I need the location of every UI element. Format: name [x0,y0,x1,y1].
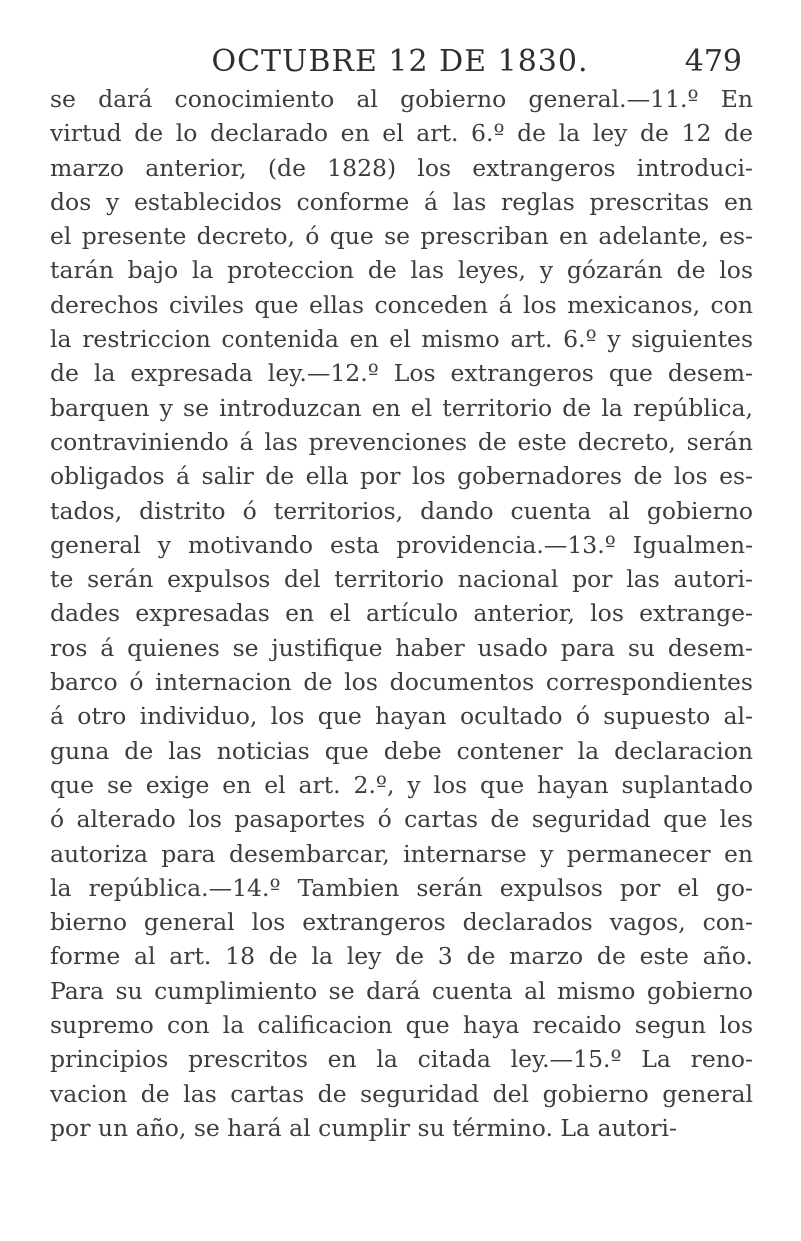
text-line: por un año, se hará al cumplir su término. La autori- [50,1113,677,1142]
page-number: 479 [684,44,742,79]
text-line: autoriza para desembarcar, internarse y permanecer en [50,839,753,868]
text-line: la restriccion contenida en el mismo art. 6.º y siguientes [50,325,753,354]
text-line: que se exige en el art. 2.º, y los que hayan suplantado [50,770,753,799]
text-line: tarán bajo la proteccion de las leyes, y gózarán de los [50,256,753,285]
text-line: de la expresada ley.—12.º Los extrangeros que desem- [50,359,753,388]
text-line: barco ó internacion de los documentos correspondientes [50,668,753,697]
text-line: virtud de lo declarado en el art. 6.º de la ley de 12 de [50,119,753,148]
text-line: forme al art. 18 de la ley de 3 de marzo de este año. [50,942,753,971]
text-line: general y motivando esta providencia.—13.º Igualmen- [50,530,753,559]
text-line: tados, distrito ó territorios, dando cuenta al gobierno [50,496,753,525]
text-line: derechos civiles que ellas conceden á los mexicanos, con [50,290,753,319]
text-line: bierno general los extrangeros declarados vagos, con- [50,908,753,937]
body-text [50,82,753,1145]
text-line: marzo anterior, (de 1828) los extrangeros introduci- [50,153,753,182]
header-title: OCTUBRE 12 DE 1830. [211,44,589,79]
text-line: Para su cumplimiento se dará cuenta al mismo gobierno [50,976,753,1005]
text-line: obligados á salir de ella por los gobernadores de los es- [50,462,753,491]
text-line: contraviniendo á las prevenciones de este decreto, serán [50,427,753,456]
text-line: dades expresadas en el artículo anterior, los extrange- [50,599,753,628]
text-line: el presente decreto, ó que se prescriban en adelante, es- [50,222,753,251]
text-line: barquen y se introduzcan en el territorio de la república, [50,393,753,422]
text-line: dos y establecidos conforme á las reglas prescritas en [50,187,753,216]
text-line: guna de las noticias que debe contener la declaracion [50,736,753,765]
text-line: vacion de las cartas de seguridad del gobierno general [50,1079,753,1108]
text-line: ó alterado los pasaportes ó cartas de seguridad que les [50,805,753,834]
text-line: la república.—14.º Tambien serán expulsos por el go- [50,873,753,902]
text-line: principios prescritos en la citada ley.—15.º La reno- [50,1045,753,1074]
text-line: ros á quienes se justifique haber usado para su desem- [50,633,753,662]
text-line: se dará conocimiento al gobierno general.—11.º En [50,85,753,113]
text-line: te serán expulsos del territorio nacional por las autori- [50,565,753,594]
text-line: supremo con la calificacion que haya recaido segun los [50,1011,753,1040]
running-header [50,42,750,82]
text-line: á otro individuo, los que hayan ocultado ó supuesto al- [50,702,753,731]
